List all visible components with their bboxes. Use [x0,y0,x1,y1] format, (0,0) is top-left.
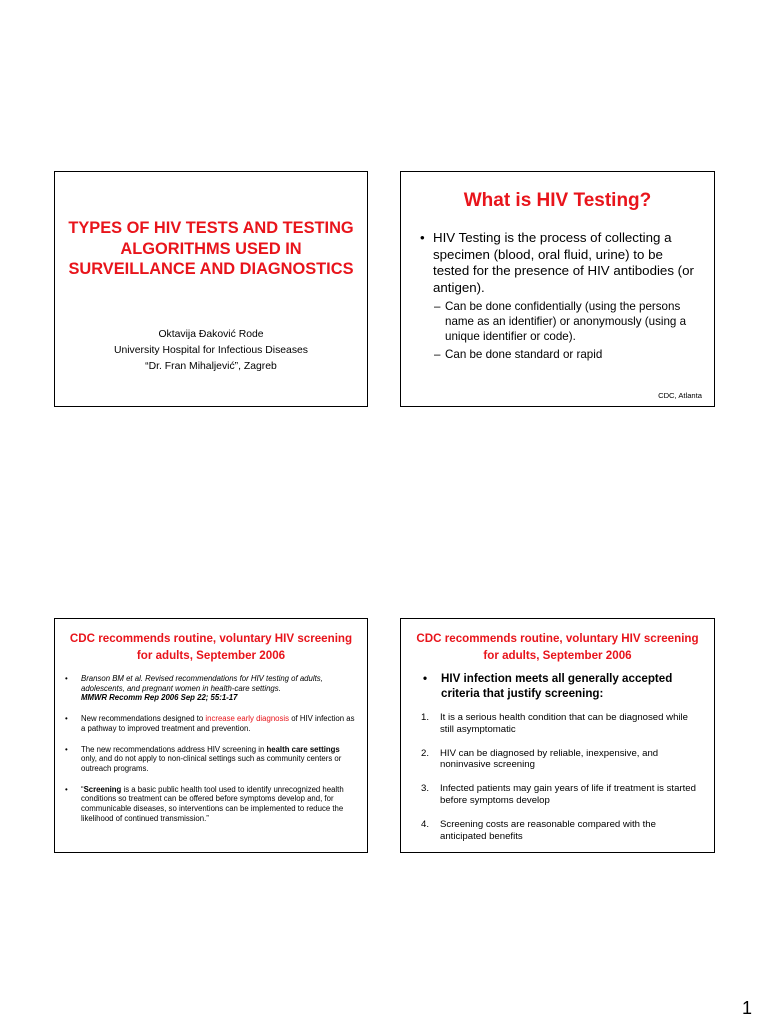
item-text: is a basic public health tool used to identify unrecognized health conditions so treatment can be offered before symptoms develop and, for communicable diseases, so interventions can be implemented to reduce the likelihood of continued transmission.” [81,784,344,823]
bullet-list [65,674,355,834]
slide-body [421,230,700,362]
item-text: New recommendations designed to [81,714,206,724]
slide-cdc-recommendations-2 [400,618,715,853]
item-text: only, and do not apply to non-clinical settings such as community centers or outreach programs. [81,754,342,773]
slide-heading: CDC recommends routine, voluntary HIV screening for adults, September 2006 [416,632,699,662]
author-block [63,327,359,375]
bold-text: health care settings [266,744,340,754]
numbered-list [421,712,704,854]
quote-mark: “ [81,784,84,794]
slide-what-is-hiv-testing [400,171,715,407]
item-number: 4. [421,818,430,830]
list-item [65,785,355,824]
item-number: 1. [421,712,430,723]
slide-heading: CDC recommends routine, voluntary HIV screening for adults, September 2006 [69,632,353,662]
reference-citation: MMWR Recomm Rep 2006 Sep 22; 55:1-17 [81,693,238,703]
sub-bullet-item: – Can be done confidentially (using the persons name as an identifier) or anonymously (using a unique identifier or code). [421,299,700,344]
bold-text: Screening [83,784,122,794]
list-item [65,674,355,703]
item-number: 2. [421,747,430,759]
sub-bullet-item: – Can be done standard or rapid [421,347,700,362]
bullet-item: • HIV Testing is the process of collecting a specimen (blood, oral fluid, urine) to be tested for the presence of HIV antibodies (or antigen). [421,230,700,296]
item-text: Infected patients may gain years of life if treatment is started before symptoms develop [440,783,696,806]
author-location: “Dr. Fran Mihaljević”, Zagreb [145,361,277,372]
highlight-text: increase early diagnosis [205,714,290,724]
list-item [421,783,704,807]
list-item [421,748,704,772]
item-number: 3. [421,783,430,795]
list-item [65,745,355,774]
list-item [421,819,704,843]
slide-cdc-recommendations-1 [54,618,368,853]
item-text: Screening costs are reasonable compared with the anticipated benefits [440,818,656,842]
item-text: It is a serious health condition that can be diagnosed while still asymptomatic [440,712,688,735]
list-item [421,712,704,736]
list-item [65,714,355,733]
item-text: The new recommendations address HIV screening in [81,744,267,754]
presentation-title: TYPES OF HIV TESTS AND TESTING ALGORITHMS USED IN SURVEILLANCE AND DIAGNOSTICS [68,219,354,278]
page-number: 1 [741,998,752,1018]
intro-bullet: • HIV infection meets all generally accepted criteria that justify screening: [423,672,704,701]
author-name: Oktavija Đaković Rode [158,329,264,340]
reference-text: Branson BM et al. Revised recommendations for HIV testing of adults, adolescents, and pregnant women in health-care settings. [81,674,323,693]
author-affiliation: University Hospital for Infectious Diseases [113,345,309,356]
slide-heading: What is HIV Testing? [463,190,652,211]
slide-title [54,171,368,407]
item-text: of HIV infection as a pathway to improved treatment and prevention. [81,714,355,733]
source-credit: CDC, Atlanta [658,391,702,400]
item-text: HIV can be diagnosed by reliable, inexpensive, and noninvasive screening [440,747,659,771]
